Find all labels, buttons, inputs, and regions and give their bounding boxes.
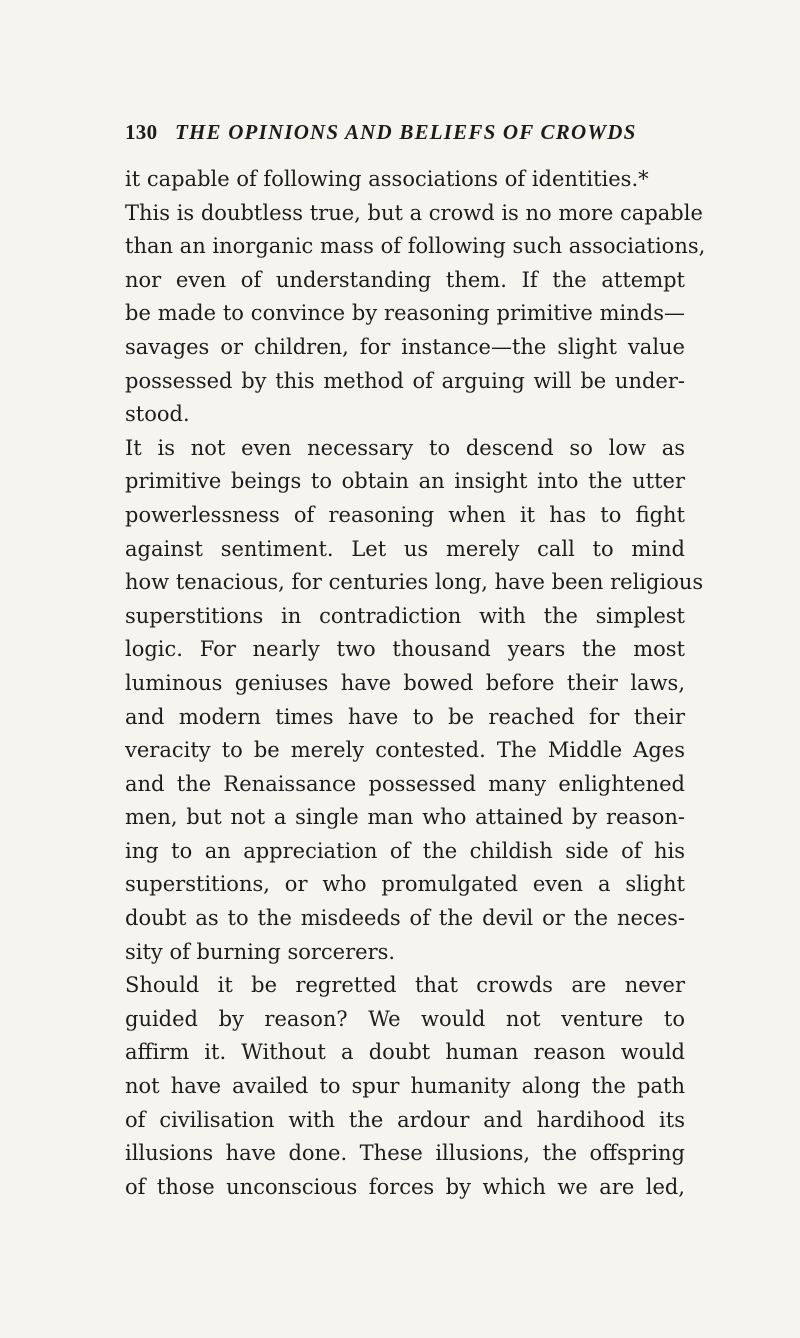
text-line: This is doubtless true, but a crowd is no more capable <box>125 200 703 225</box>
text-line: against sentiment. Let us merely call to mind <box>125 536 685 561</box>
text-line: and modern times have to be reached for their <box>125 704 685 729</box>
running-title: THE OPINIONS AND BELIEFS OF CROWDS <box>174 120 637 144</box>
text-line: superstitions, or who promulgated even a slight <box>125 872 685 897</box>
text-line: men, but not a single man who attained by reason- <box>125 805 685 830</box>
text-line: nor even of understanding them. If the attempt <box>125 267 685 292</box>
text-line: of those unconscious forces by which we are led, <box>125 1174 685 1199</box>
text-line: it capable of following associations of identities.* <box>125 167 649 191</box>
text-line: stood. <box>125 402 190 427</box>
text-line: of civilisation with the ardour and hardihood its <box>125 1107 685 1132</box>
body-text <box>125 163 706 1204</box>
text-line: It is not even necessary to descend so low as <box>125 435 685 460</box>
text-line: affirm it. Without a doubt human reason would <box>125 1040 685 1065</box>
text-line: and the Renaissance possessed many enlightened <box>125 771 685 796</box>
text-line: than an inorganic mass of following such associations, <box>125 234 706 259</box>
text-line: ing to an appreciation of the childish side of his <box>125 838 685 863</box>
text-line: savages or children, for instance—the slight value <box>125 334 685 359</box>
text-line: sity of burning sorcerers. <box>125 939 396 964</box>
text-line: primitive beings to obtain an insight into the utter <box>125 469 685 494</box>
text-line: be made to convince by reasoning primitive minds— <box>125 301 685 326</box>
text-line: logic. For nearly two thousand years the most <box>125 637 685 662</box>
text-line: how tenacious, for centuries long, have been religious <box>125 570 704 595</box>
text-line: illusions have done. These illusions, the offspring <box>125 1141 685 1166</box>
page-number: 130 <box>125 120 158 144</box>
text-line: superstitions in contradiction with the simplest <box>125 603 685 628</box>
text-line: not have availed to spur humanity along the path <box>125 1074 685 1099</box>
text-line: powerlessness of reasoning when it has to fight <box>125 502 685 527</box>
text-line: veracity to be merely contested. The Middle Ages <box>125 738 685 763</box>
running-head <box>125 120 685 145</box>
text-line: guided by reason? We would not venture to <box>125 1006 685 1031</box>
text-line: possessed by this method of arguing will be under- <box>125 368 685 393</box>
text-line: Should it be regretted that crowds are never <box>125 973 685 998</box>
text-line: luminous geniuses have bowed before their laws, <box>125 670 685 695</box>
text-line: doubt as to the misdeeds of the devil or the neces- <box>125 906 685 931</box>
